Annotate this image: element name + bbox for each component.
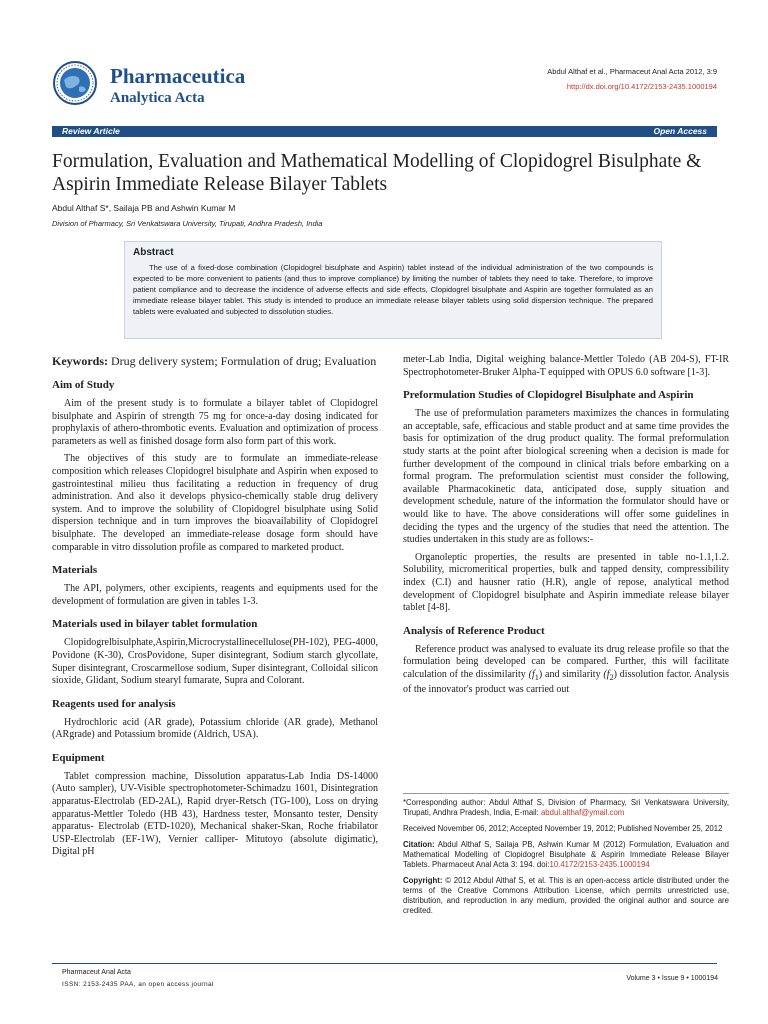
keywords-text: Drug delivery system; Formulation of drug; Evaluation	[111, 354, 377, 368]
corresponding-author	[403, 798, 729, 818]
keywords	[52, 354, 378, 369]
citation-doi-link[interactable]: 10.4172/2153-2435.1000194	[549, 860, 650, 869]
article-authors: Abdul Althaf S*, Sailaja PB and Ashwin Kumar M	[52, 203, 236, 213]
abstract-heading: Abstract	[133, 247, 174, 258]
section-heading-aim: Aim of Study	[52, 379, 115, 391]
author-email-link[interactable]: abdul.althaf@ymail.com	[540, 808, 625, 817]
f1-symbol: (f	[528, 668, 535, 680]
article-affiliation: Division of Pharmacy, Sri Venkatswara University, Tirupati, Andhra Pradesh, India	[52, 219, 323, 228]
copyright-text: © 2012 Abdul Althaf S, et al. This is an open-access article distributed under the terms of the Creative Commons Attribution License, which permits unrestricted use, distribution, and reproduction in any medium, provided the original author and source are credited.	[403, 876, 729, 915]
citation-text: Abdul Althaf S, Sailaja PB, Ashwin Kumar M (2012) Formulation, Evaluation and Mathematical Modelling of Clopidogrel Bisulphate & Aspirin Immediate Release Bilayer Tablets. Pharmaceut Anal Acta 3: 194. doi:	[403, 840, 729, 869]
journal-logo-icon	[52, 60, 98, 106]
article-metadata	[403, 793, 729, 922]
citation-label: Citation:	[403, 840, 435, 849]
f2-symbol: (f	[603, 668, 610, 680]
metadata-divider	[403, 793, 729, 794]
paragraph: Tablet compression machine, Dissolution apparatus-Lab India DS-14000 (Auto sampler), UV-Visible spectrophotometer-Schimadzu 1601, Disintegration apparatus-Electrolab (ED-2AL), Rapid dryer-Retsch (TG-100), Loss on drying apparatus-Mettler Toledo (HB 43), Hardness tester, Monsanto tester, Density apparatus- Electrolab (ETD-1020), Mechanical shaker-Skan, Roche friabilator USP-Electrolab (EF-1W), Vernier calliper- Mitutoyo (absolute digimatic), Digital pH	[52, 770, 378, 858]
paragraph: Organoleptic properties, the results are presented in table no-1.1,1.2. Solubility, micromeritical properties, bulk and tapped density, compressibility index (C.I) and hausner ratio (H.R), angle of repose, analytical method development of Clopidogrel bisulphate and Aspirin immediate release bilayer tablet [4-8].	[403, 551, 729, 614]
paragraph: Clopidogrelbisulphate,Aspirin,Microcrystallinecellulose(PH-102), PEG-4000, Povidone (K-30), CrosPovidone, Super disintegrant, Sodium starch glycollate, Super disintegrant, Croscarmellose sodium, Super disintegrant, Colloidal silicon sioxide, Glidant, Sodium stearyl fumarate, Supra and Colorant.	[52, 637, 378, 687]
keywords-label: Keywords:	[52, 354, 108, 368]
article-type-bar	[52, 126, 717, 137]
copyright-block	[403, 876, 729, 916]
subsection-heading-equipment: Equipment	[52, 751, 105, 764]
citation-line: Abdul Althaf et al., Pharmaceut Anal Acta 2012, 3:9	[547, 67, 717, 76]
abstract-text: The use of a fixed-dose combination (Clopidogrel bisulphate and Aspirin) tablet instead of the individual administration of the two compounds is expected to be more convenient to patients (and thus to improve compliance) by limiting the number of tablets they need to take. Therefore, to improve patient compliance and to decrease the incidence of adverse effects and side effects, Clopidogrel bisulphate and Aspirin are together formulated as an immediate release bilayer tablet. This study is intended to produce an immediate release bilayer tablets using solid dispersion technique. The prepared tablets were evaluated and subjected to dissolution studies.	[133, 263, 653, 316]
received-dates: Received November 06, 2012; Accepted November 19, 2012; Published November 25, 2012	[403, 824, 723, 833]
right-column	[403, 354, 729, 702]
open-access-label: Open Access	[653, 126, 707, 136]
subsection-heading-bilayer: Materials used in bilayer tablet formulation	[52, 618, 258, 631]
paragraph: The use of preformulation parameters maximizes the chances in formulating an acceptable, safe, efficacious and stable product and at same time provides the basis for optimization of the drug product quality. The formal preformulation study starts at the point after biological screening when a decision is made for further development of the compound in clinical trials before embarking on a formal program. The preformulation scientist must consider the following, available Pharmacokinetic data, anticipated dose, supply situation and development schedule, nature of the information the formulator should have or would like to have. The above considerations will offer some guidelines in deciding the types and the urgency of the studies that need the attention. The studies undertaken in this study are as follows:-	[403, 408, 729, 546]
doi-link[interactable]: http://dx.doi.org/10.4172/2153-2435.1000194	[566, 82, 717, 91]
footer-journal: Pharmaceut Anal Acta	[62, 969, 131, 976]
article-title: Formulation, Evaluation and Mathematical Modelling of Clopidogrel Bisulphate & Aspirin Immediate Release Bilayer Tablets	[52, 151, 702, 195]
citation-block	[403, 840, 729, 870]
paragraph: Hydrochloric acid (AR grade), Potassium chloride (AR grade), Methanol (ARgrade) and Potassium bromide (Aldrich, USA).	[52, 716, 378, 741]
paragraph: The API, polymers, other excipients, reagents and equipments used for the development of formulation are given in tables 1-3.	[52, 583, 378, 607]
paragraph	[403, 644, 729, 697]
abstract-box	[124, 241, 662, 339]
footer-divider	[52, 963, 717, 964]
paragraph: meter-Lab India, Digital weighing balance-Mettler Toledo (AB 204-S), FT-IR Spectrophotometer-Bruker Alpha-T equipped with OPUS 6.0 software [1-3].	[403, 354, 729, 378]
article-type-label: Review Article	[62, 126, 120, 136]
section-heading-materials: Materials	[52, 564, 98, 577]
analysis-text-2: ) dissolution factor. Analysis of the innovator's product was carried out	[403, 668, 729, 696]
journal-name: Pharmaceutica	[110, 64, 246, 88]
copyright-label: Copyright:	[403, 876, 443, 885]
journal-subtitle: Analytica Acta	[110, 90, 205, 106]
subsection-heading-reagents: Reagents used for analysis	[52, 697, 176, 710]
f1-subscript: 1	[534, 672, 539, 682]
section-heading-analysis: Analysis of Reference Product	[403, 624, 545, 637]
left-column	[52, 354, 378, 864]
corresponding-text: *Corresponding author: Abdul Althaf S, Division of Pharmacy, Sri Venkatswara University, Tirupati, Andhra Pradesh, India, E-mail:	[403, 798, 729, 817]
f2-subscript: 2	[609, 672, 614, 682]
and-similarity-text: ) and similarity	[538, 668, 601, 680]
footer-volume: Volume 3 • Issue 9 • 1000194	[626, 975, 718, 982]
section-heading-preformulation: Preformulation Studies of Clopidogrel Bisulphate and Aspirin	[403, 389, 694, 402]
analysis-text-1: Reference product was analysed to evaluate its drug release profile so that the formulation being developed can be compared. Further, this will facilitate calculation of the dissimilarity	[403, 643, 729, 680]
footer-issn: ISSN: 2153-2435 PAA, an open access journal	[62, 981, 214, 988]
journal-header	[52, 60, 717, 118]
paragraph: Aim of the present study is to formulate a bilayer tablet of Clopidogrel bisulphate and Aspirin of strength 75 mg for once-a-day dosing indicated for prophylaxis of athero-thrombotic events. Evaluation and optimization of process parameters as well as finished dosage form also form part of this work.	[52, 398, 378, 447]
paragraph: The objectives of this study are to formulate an immediate-release composition which releases Clopidogrel bisulphate and Aspirin when exposed to gastrointestinal milieu thus facilitating a reduction in frequency of drug administration. And also it develops physico-chemically stable drug delivery system. And to improve the solubility of Clopidogrel bisulphate using Solid dispersion technique and in turn improves the bioavailability of Clopidogrel bisulphate. The developed an immediate-release dosage form should have comparable in vitro dissolution profile as compared to marketed product.	[52, 453, 378, 553]
